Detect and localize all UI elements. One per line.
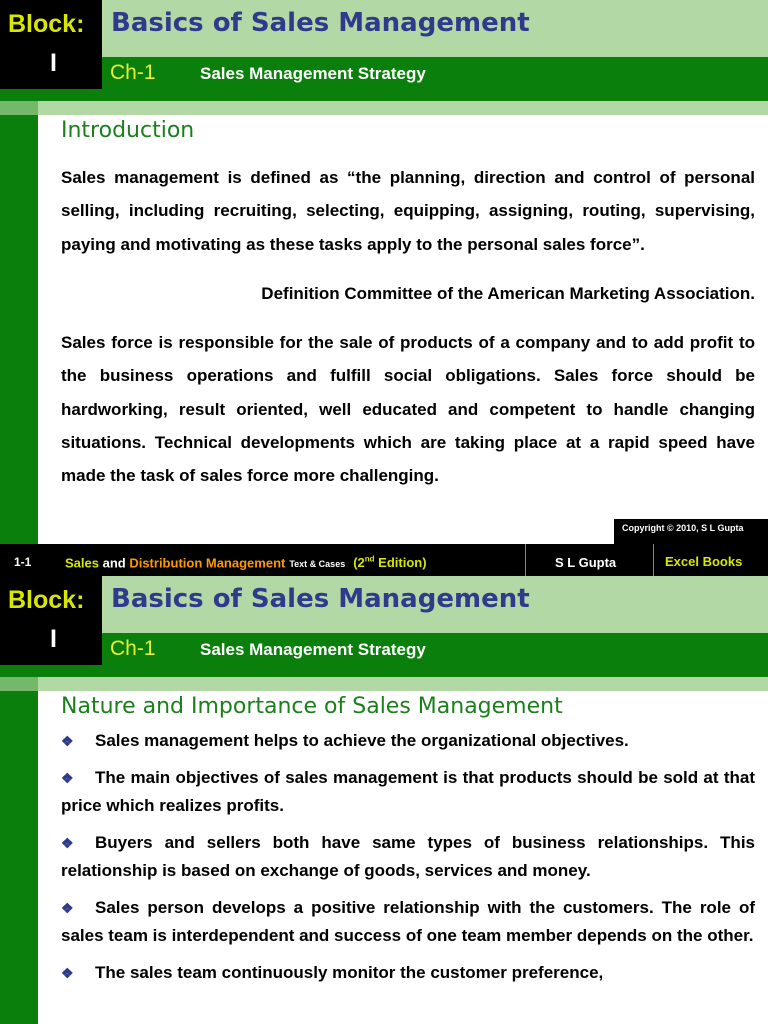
definition-paragraph: Sales management is defined as “the planning, direction and control of personal selling, including recruiting, selecting, equipping, assigning, routing, supervising, paying and motivating as these tasks apply to the personal sales force”. [61, 168, 755, 254]
book-title [65, 555, 427, 570]
chapter-band [102, 633, 768, 665]
edition-open: (2 [353, 555, 365, 571]
edition-sup: nd [364, 555, 375, 564]
bullet-text: The sales team continuously monitor the customer preference, [95, 963, 604, 982]
bullet-text: Sales person develops a positive relationship with the customers. The role of sales team is interdependent and success of one team member depends on the other. [61, 898, 755, 945]
slide-2 [0, 576, 768, 1024]
publisher-name: Excel Books [665, 554, 743, 569]
block-badge [0, 0, 102, 89]
left-strip [0, 101, 38, 576]
copyright-text: Copyright © 2010, S L Gupta [622, 523, 744, 533]
slide-number: 1-1 [14, 555, 32, 569]
block-number: I [50, 625, 57, 653]
sales-force-paragraph: Sales force is responsible for the sale of products of a company and to add profit to the business operations and fulfill social obligations. Sales force should be hardworking, result oriented, well educated and competent to handle changing situations. Technical developments which are taking place at a rapid speed have made the task of sales force more challenging. [61, 333, 755, 486]
left-strip [0, 677, 38, 1024]
list-item [61, 959, 755, 987]
bullet-list [61, 727, 755, 987]
block-title: Basics of Sales Management [111, 8, 530, 38]
footer-divider [525, 544, 526, 576]
definition-source: Definition Committee of the American Marketing Association. [261, 283, 755, 303]
slide-content [61, 691, 755, 996]
list-item [61, 764, 755, 820]
footer-divider [653, 544, 654, 576]
block-badge [0, 576, 102, 665]
chapter-title: Sales Management Strategy [200, 64, 426, 83]
copyright-notice [614, 519, 768, 544]
list-item [61, 727, 755, 755]
book-subtitle: Text & Cases [289, 559, 346, 570]
slide-heading: Introduction [61, 118, 195, 143]
diamond-bullet-icon: ❖ [61, 733, 74, 749]
block-title: Basics of Sales Management [111, 584, 530, 614]
diamond-bullet-icon: ❖ [61, 770, 74, 786]
title-band [102, 576, 768, 633]
edition [353, 555, 426, 570]
divider-bar-dark [0, 665, 768, 677]
bullet-text: The main objectives of sales management is that products should be sold at that price which realizes profits. [61, 768, 755, 815]
list-item [61, 894, 755, 950]
block-label: Block: [8, 586, 85, 614]
left-strip-accent [0, 677, 38, 691]
chapter-number: Ch-1 [110, 637, 156, 660]
slide-footer [0, 544, 768, 576]
book-title-sales: Sales [65, 555, 99, 571]
chapter-title: Sales Management Strategy [200, 640, 426, 659]
author-name: S L Gupta [555, 555, 617, 570]
bullet-text: Sales management helps to achieve the organizational objectives. [95, 731, 629, 750]
slide-heading: Nature and Importance of Sales Management [61, 694, 563, 719]
chapter-band [102, 57, 768, 89]
diamond-bullet-icon: ❖ [61, 965, 74, 981]
left-strip-accent [0, 101, 38, 115]
divider-bar-light [0, 677, 768, 691]
block-label: Block: [8, 10, 85, 38]
slide-content [61, 115, 755, 509]
edition-close: Edition) [374, 555, 427, 571]
title-band [102, 0, 768, 57]
book-title-distribution: Distribution Management [129, 555, 286, 571]
block-number: I [50, 49, 57, 77]
diamond-bullet-icon: ❖ [61, 900, 74, 916]
list-item [61, 829, 755, 885]
divider-bar-dark [0, 89, 768, 101]
chapter-number: Ch-1 [110, 61, 156, 84]
bullet-text: Buyers and sellers both have same types of business relationships. This relationship is based on exchange of goods, services and money. [61, 833, 755, 880]
diamond-bullet-icon: ❖ [61, 835, 74, 851]
book-title-and: and [98, 555, 130, 571]
divider-bar-light [0, 101, 768, 115]
